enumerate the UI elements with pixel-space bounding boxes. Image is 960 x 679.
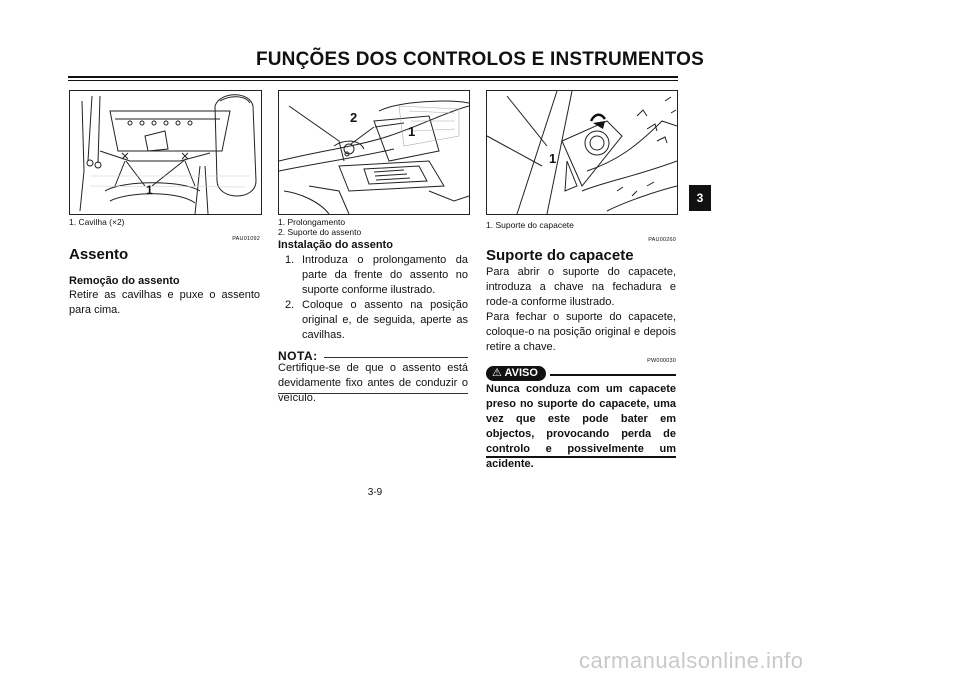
step-number: 2. (285, 299, 295, 311)
watermark: carmanualsonline.info (579, 648, 804, 673)
header-rule (68, 76, 678, 78)
warning-code: PW000030 (647, 358, 676, 364)
warning-badge (486, 366, 546, 381)
helmet-holder-illustration (487, 91, 677, 214)
step-text: Introduza o prolongamento da parte da frente do assento no suporte conforme ilustrado. (302, 254, 468, 296)
header-rule-thin (68, 80, 678, 81)
figure-callout-2: 2 (350, 110, 358, 125)
note-end-rule (278, 393, 468, 394)
figure-caption-2: 2. Suporte do assento (278, 227, 362, 237)
warning-rule (550, 374, 676, 376)
warning-text: Nunca conduza com um capacete preso no suporte do capacete, uma vez que este pode bater em objectos, provocando perda de controlo e possivelmente um acidente. (486, 383, 676, 470)
figure-helmet-holder (486, 90, 678, 215)
paragraph-abrir: Para abrir o suporte do capacete, introduza a chave na fechadura e rode-a conforme ilustrado. (486, 266, 676, 308)
warning-icon: ⚠ (492, 367, 502, 379)
section-heading-assento: Assento (69, 246, 129, 263)
step-1 (285, 253, 468, 298)
step-2 (285, 298, 468, 343)
step-text: Coloque o assento na posição original e, de seguida, aperte as cavilhas. (302, 299, 468, 341)
subheading-instalacao: Instalação do assento (278, 239, 393, 251)
note-label: NOTA: (278, 349, 318, 363)
figure-callout-1: 1 (549, 151, 557, 166)
note-rule (324, 357, 468, 358)
chapter-tab: 3 (689, 185, 711, 211)
seat-support-illustration (279, 91, 469, 214)
section-code: PAU00260 (648, 237, 676, 243)
seat-bolts-illustration (70, 91, 261, 214)
note-text: Certifique-se de que o assento está devidamente fixo antes de conduzir o veículo. (278, 362, 468, 404)
paragraph-fechar: Para fechar o suporte do capacete, coloque-o na posição original e depois retire a chave. (486, 311, 676, 353)
subheading-remocao: Remoção do assento (69, 275, 180, 287)
figure-caption: 1. Cavilha (×2) (69, 217, 125, 227)
figure-seat-bolts (69, 90, 262, 215)
figure-seat-support (278, 90, 470, 215)
section-code: PAU01092 (232, 236, 260, 242)
figure-caption: 1. Suporte do capacete (486, 220, 574, 230)
figure-callout-1: 1 (408, 124, 416, 139)
warning-label: AVISO (504, 367, 538, 379)
step-number: 1. (285, 254, 295, 266)
warning-end-rule (486, 456, 676, 458)
paragraph-remocao: Retire as cavilhas e puxe o assento para cima. (69, 289, 260, 316)
page-number: 3-9 (367, 487, 383, 498)
section-heading-suporte-capacete: Suporte do capacete (486, 247, 634, 264)
page-title: FUNÇÕES DOS CONTROLOS E INSTRUMENTOS (255, 49, 705, 70)
figure-callout-1: 1 (146, 183, 153, 197)
figure-caption-1: 1. Prolongamento (278, 217, 346, 227)
